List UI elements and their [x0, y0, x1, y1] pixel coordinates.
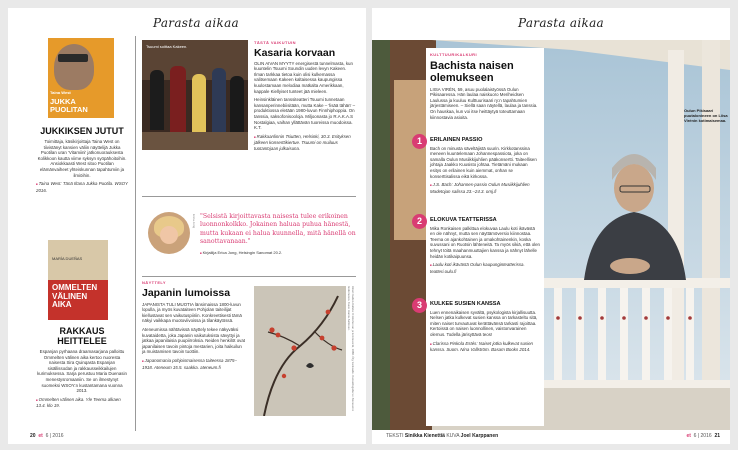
- right-page-number: 21: [714, 433, 720, 439]
- exhibit-article: [142, 280, 246, 373]
- music-article: [254, 40, 356, 155]
- book-cover-jukka: [48, 38, 114, 118]
- right-title: Bachista naisen olemukseen: [430, 59, 514, 84]
- left-header: Parasta aikaa: [153, 16, 240, 30]
- quote-credit: ■ Kirjailija Erica Jong, Helsingin Sanomat 20.2.: [200, 250, 356, 257]
- number-badge-1: 1: [412, 134, 427, 149]
- cover-author: Taina West: [50, 90, 71, 95]
- column-divider: [135, 36, 136, 431]
- book-cover-ommelten: [48, 240, 108, 320]
- book2-credit: ■ Ommelten välinen aika. Yle Teema alkaen 13.4. klo 19.: [36, 397, 128, 409]
- item-2-heading: ELOKUVA TEATTERISSA: [430, 217, 497, 223]
- left-page: [8, 8, 366, 444]
- cover-author-2: MARÍA DUEÑAS: [52, 256, 83, 261]
- music-title: Kasaria korvaan: [254, 46, 336, 59]
- quote-rule: [142, 196, 356, 197]
- book1-credit: ■ Taina West: Tänä Iltana Jukka Puotila. WSOY 2016.: [36, 181, 128, 193]
- music-credit: ■ Rakkaanlinnin Tsiutten, Helsinki, 30.3. Esityksen jälkeen konserttikiertue. Tsuumi on muiluus tuotantojaan julkaisuna.: [254, 134, 356, 152]
- book2-section: [36, 326, 128, 412]
- painting-svg: [254, 286, 346, 416]
- music-body: Heinsinkläinen tanssiteatteri Tsuumi tunnetaan kansanperinnebiisitään, mutta Kake – 'lisää tähän' – produktiossa eletään 1980-luvun Finnhiphoppia. On tanssia, saksofonisooloja. Miljoonasta jo R.A.K.A.S Nostalgiaa, vaihan yllättävän tuoreissa muodoissa. K.T.: [254, 97, 356, 131]
- exhibit-kicker: NÄYTTELY: [142, 280, 166, 285]
- item-2-body: Mika Ronkaisen palkittua elokuvaa Laulu koti ikävästä en ole nähnyt, mutta sen näyttämöversio kiinnostaa. Teema on ajankohtainen ja omakohtainenkin, koska suvussani on Ruotsin lähteneitä. Ta myös sikiä, että olen tehnyt töitä maahanmuuttajien kanssa ja nähnyt lähelle heidän kotikaipuunsa.: [430, 225, 540, 259]
- photo-caption: Tsuumi soittaa Kakeen.: [146, 44, 188, 49]
- item-2-credit: ■ Laulu koti ikävästä Oulun kaupunginteatterissa. teatteri.oulu.fi: [430, 262, 540, 274]
- exhibit-body: Ateneumissa nähtävissä näyttely tekee näkyväksi kuvataidetta, joka Japanin vaikutuksista sävyttyi ja jatkaa japanilaisia puupiirroksia. Neiden henkilöt ovat japanilaisen tavoin pintoja mestarien, joita haikuilun ja muistamisen tavoin tuottiin.: [142, 326, 245, 355]
- photo-label: KUVA: [446, 433, 460, 439]
- exhibit-credit: ■ Japanomania pohjoismaisessa taiteessa 1875–1918. Ateneum 15.5. saakka. ateneum.fi: [142, 358, 246, 370]
- figure-1: [150, 70, 164, 130]
- book1-section: [36, 126, 128, 196]
- band-photo: [142, 40, 248, 150]
- painting-side-credit: Akseli Gallen-Kallela: Kirkkoherran ja lumiterveitä, 1888. Öljy kankaalle. Kansallisgalleria / Ateneumin taidemuseo. Kuva: Hannu Aaltonen.: [347, 286, 355, 412]
- quote-block: [200, 213, 356, 259]
- left-page-number: 20: [30, 433, 36, 439]
- photo-credit: Joel Karppanen: [460, 433, 499, 439]
- item-3-credit: ■ Clarissa Pinkola Estés: Naiset jotka kulkevat susien kanssa. Suom. Nina Vallström. Basam Books 2014.: [430, 341, 540, 353]
- left-mag-logo: et: [38, 433, 43, 439]
- item-3: [430, 302, 540, 356]
- right-intro: LIISA VIRÉN, 59, asuu puolalaistyössä Oulun Pikisaaressa. Hän laulaa naiskuoro Meriheidsen Laulussa ja kuuluu Kulttuurisaari ry:n tapahtumien järjestämiseen. – Siellä saan näytellä, laulaa ja tanssia. On hauskaa, kun voi itse heittäytyä toteuttamaan kiinnostavia asioita.: [430, 86, 538, 120]
- number-badge-2: 2: [412, 214, 427, 229]
- book1-body: Toimittaja, käsikirjoittaja Taina West on tiivistänyt kansien väliin näyttelijä Jukka Puotilan uran 'Vitamiini' jatkonuorauksesta Kolikkoon kautta viime syksyn syöpähoitoihin. Ansiokkaasti West sitoo Puotilan elämänvaiheet yhteiskunnan tapahtumiin ja ilmiöihin.: [37, 139, 127, 178]
- right-header: Parasta aikaa: [518, 16, 605, 30]
- right-footer-credits: [386, 433, 498, 439]
- item-2: [430, 218, 540, 277]
- figure-3: [192, 74, 206, 134]
- intro-block: [430, 52, 540, 123]
- item-1-credit: ■ J.S. Bach: Johannes-passio Oulun Musiikkijuhlien Madetojan salissa 23.–24.3. omj.fi: [430, 182, 540, 194]
- right-page: [372, 8, 730, 444]
- portrait-shape: [54, 44, 94, 90]
- figure-4: [212, 68, 226, 132]
- book2-heading: RAKKAUS HEITTELEE: [57, 326, 107, 346]
- book1-heading: JUKKIKSEN JUTUT: [40, 126, 124, 136]
- quote-text: "Selsistä kirjoittavasta naisesta tulee erikoinen luonnonkolkko. Jokainen haluaa puhua hänestä, mutta kukaan ei halua kuunnella, mitä hänellä on sanottavanaan.": [200, 213, 356, 246]
- exhibit-rule: [142, 276, 356, 277]
- left-footer: [30, 433, 64, 439]
- music-kicker: TÄSTÄ VAIKUTUIN: [254, 40, 296, 45]
- exhibit-title: Japanin lumoissa: [142, 286, 231, 299]
- text-credit: Sinikka Kienettiä: [404, 433, 445, 439]
- item-3-heading: KULKEE SUSIEN KANSSA: [430, 301, 501, 307]
- music-lead: OLIN AIVAN MYYTY energisestä tunnelmasta, kun kuuntelin Tsuumi Soundin uuden levyn Kakeen. Ilman tarkkaa tietoa kuin olisi kulkemassa valitsemaan Kakeen kaltaisessa kaupungissa kuulostamaan melodiaa matkalta Amerikkaan, kappale Kiellyiset tunteet jää mieleen.: [254, 60, 353, 94]
- cover-title-2: OMMELTEN VÄLINEN AIKA: [52, 283, 98, 309]
- item-1-heading: ERILAINEN PASSIO: [430, 137, 483, 143]
- book2-body: Espanjan pyrhaana draamasarjana palloittu Ommelten välinen aika kertoo nuoresta naisesta Sira Quinqasta Espanjan sisällissodan ja rakkausseikkailujen kurimuksessa. Sarja perustuu Maria Duenasin menestysromaaniin. Se on ilmestynyt suomeksi WSOY:n kustantamana vuonna 2013.: [37, 349, 127, 394]
- item-1: [430, 138, 540, 197]
- exhibit-lead: JAPANISTA TULI MUOTIA länsimaissa 1800-luvun lopulla, ja myös kuvataiteen Pohjolan taiteilijat kiellustavat sen vaikutuspiiriin. Konkreettisesti tämä näkyi vaikkapa muotoviivoissa ja tilankäytössä.: [142, 301, 242, 324]
- figure-2: [170, 66, 186, 136]
- face-shape: [160, 226, 178, 244]
- right-issue: 6 | 2016: [693, 433, 712, 439]
- item-3-body: Luen ennenaikaisen syvältä, psykologista kirjallisuutta. Nelsen jatka kulkevat susien kanssa on tarkasteltu sitä, miten naiset turvautuvat kerättävänsä tarkasti rajoittaa. Kertoissä on naisen luonnollinen, vaistonvarainen olemus. Todella järisyttävä teos!: [430, 309, 538, 337]
- text-label: TEKSTI: [386, 433, 404, 439]
- right-kicker: KULTTUURIKALKURI: [430, 52, 477, 57]
- right-mag-logo: et: [686, 433, 691, 439]
- painting: [254, 286, 346, 416]
- photo-caption-right: Oulun Pikisaari puutalonineen on Liisa Virénin kotimaisemaa.: [684, 108, 728, 123]
- number-badge-3: 3: [412, 298, 427, 313]
- item-1-body: Bach on minusta säveltäjistä suurin. Kirkkotanssina meneen kuuntelemaan Johannespassiota, joka on samalla Oulun Musiikkijuhlien pääkonsertti. Taiteellisen johtaja Jaakko Kuusisto johtaa. Tietämäni mukaan esitys on erilainen kuin aiemmat, onhan se konserttisalissa eikä kirkossa.: [430, 145, 537, 179]
- figure-5: [230, 76, 244, 132]
- cover-title: JUKKA PUOLITAN: [50, 97, 88, 114]
- right-footer: [686, 433, 720, 439]
- quote-side-label: Erica Jong: [192, 214, 196, 229]
- photo-floor: [142, 132, 248, 150]
- glasses-shape: [58, 54, 88, 62]
- quote-portrait: [148, 212, 190, 254]
- left-issue: 6 | 2016: [45, 433, 64, 439]
